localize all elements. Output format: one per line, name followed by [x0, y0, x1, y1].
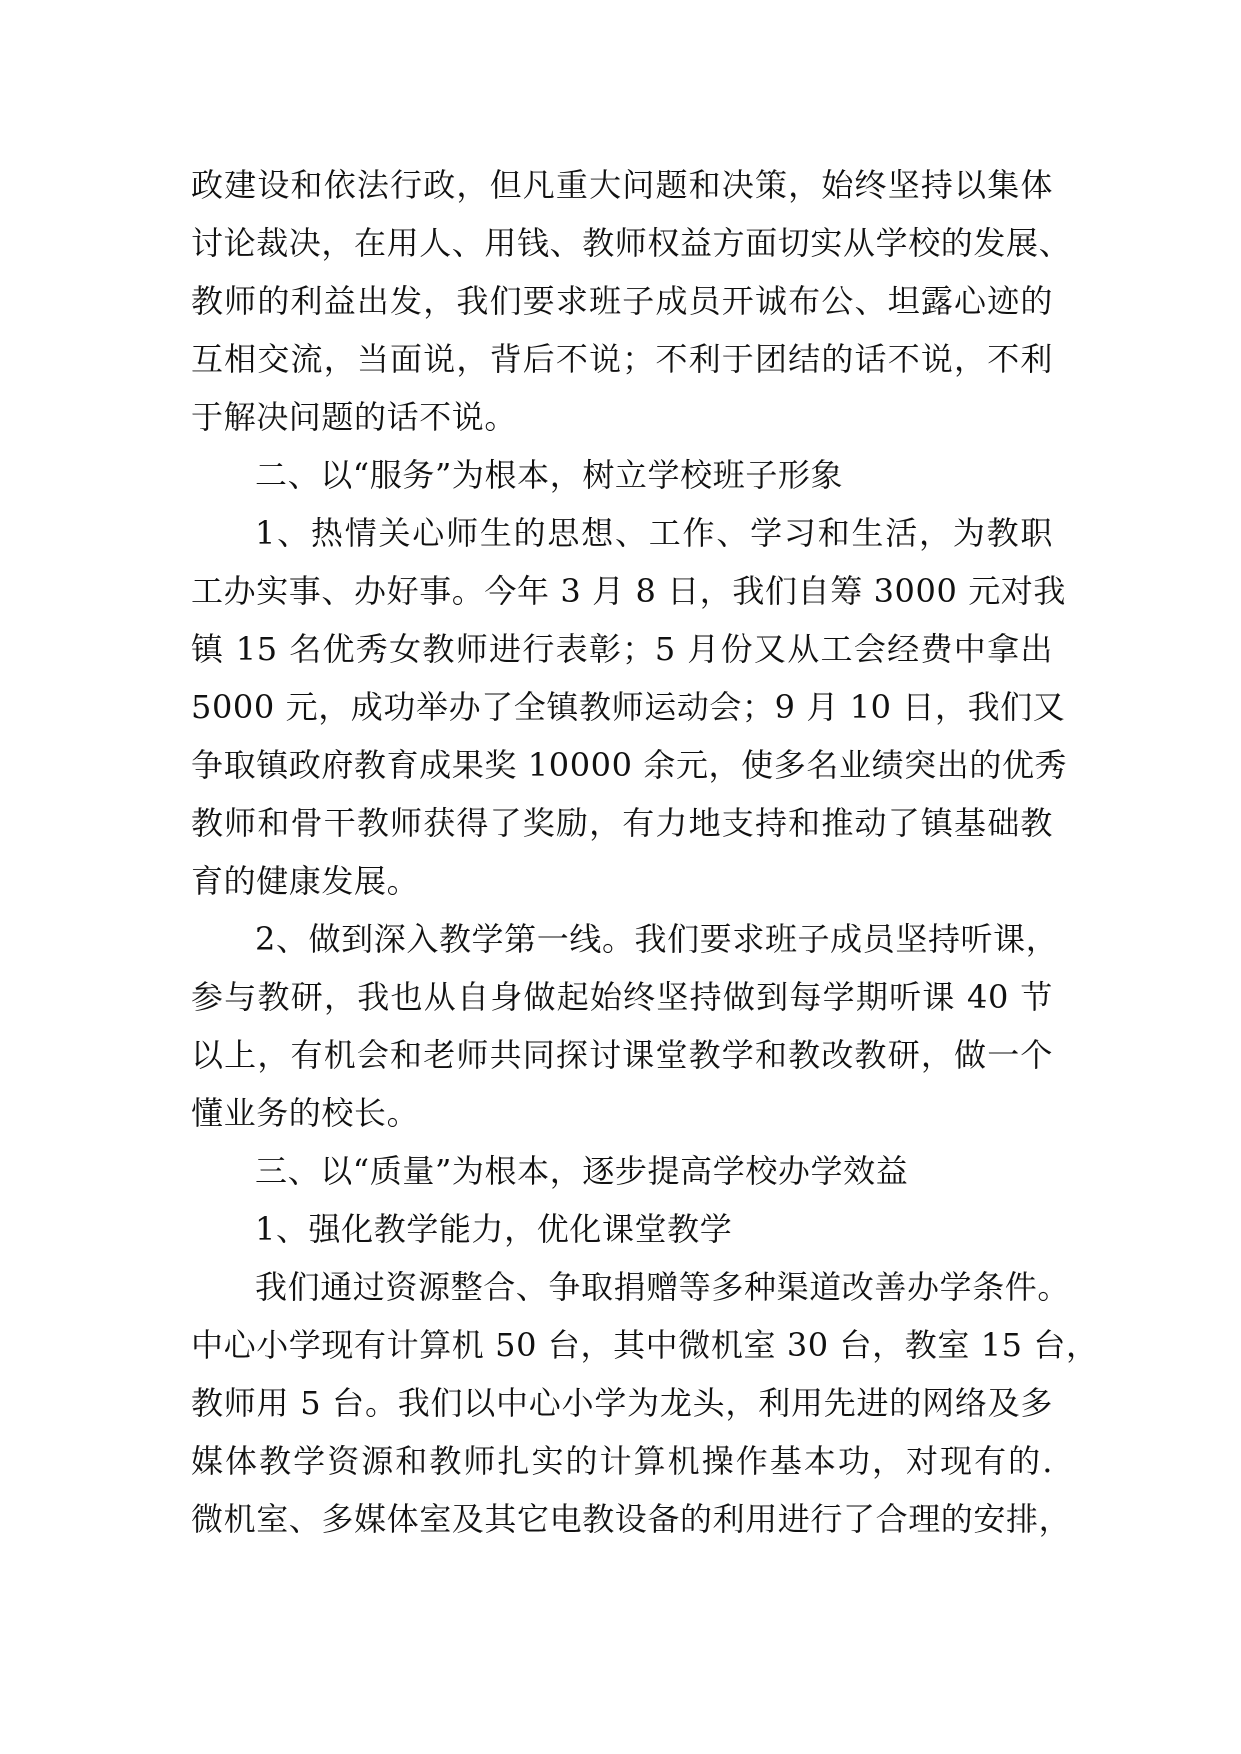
text-line: 教师和骨干教师获得了奖励，有力地支持和推动了镇基础教	[191, 804, 1053, 842]
text-line: 育的健康发展。	[191, 862, 420, 900]
text-line: 1、热情关心师生的思想、工作、学习和生活，为教职	[255, 514, 1053, 552]
text-line: 讨论裁决，在用人、用钱、教师权益方面切实从学校的发展、	[191, 224, 1072, 262]
subsection-heading: 1、强化教学能力，优化课堂教学	[255, 1210, 733, 1248]
text-line: 5000 元，成功举办了全镇教师运动会；9 月 10 日，我们又	[191, 688, 1066, 726]
section-heading: 三、以“质量”为根本，逐步提高学校办学效益	[255, 1152, 909, 1190]
text-line: 教师用 5 台。我们以中心小学为龙头，利用先进的网络及多	[191, 1384, 1053, 1422]
body-text	[191, 156, 1099, 1548]
text-line: 媒体教学资源和教师扎实的计算机操作基本功，对现有的.	[191, 1442, 1053, 1480]
section-heading: 二、以“服务”为根本，树立学校班子形象	[255, 456, 844, 494]
text-line: 工办实事、办好事。今年 3 月 8 日，我们自筹 3000 元对我	[191, 572, 1066, 610]
text-line: 2、做到深入教学第一线。我们要求班子成员坚持听课，	[255, 920, 1059, 958]
text-line: 政建设和依法行政，但凡重大问题和决策，始终坚持以集体	[191, 166, 1053, 204]
text-line: 于解决问题的话不说。	[191, 398, 518, 436]
text-line: 微机室、多媒体室及其它电教设备的利用进行了合理的安排，	[191, 1500, 1072, 1538]
text-line: 互相交流，当面说，背后不说；不利于团结的话不说，不利	[191, 340, 1053, 378]
text-line: 中心小学现有计算机 50 台，其中微机室 30 台，教室 15 台，	[191, 1326, 1099, 1364]
text-line: 争取镇政府教育成果奖 10000 余元，使多名业绩突出的优秀	[191, 746, 1068, 784]
text-line: 参与教研，我也从自身做起始终坚持做到每学期听课 40 节	[191, 978, 1053, 1016]
text-line: 教师的利益出发，我们要求班子成员开诚布公、坦露心迹的	[191, 282, 1053, 320]
text-line: 懂业务的校长。	[191, 1094, 420, 1132]
text-line: 我们通过资源整合、争取捐赠等多种渠道改善办学条件。	[255, 1268, 1071, 1306]
text-line: 镇 15 名优秀女教师进行表彰；5 月份又从工会经费中拿出	[191, 630, 1053, 668]
text-line: 以上，有机会和老师共同探讨课堂教学和教改教研，做一个	[191, 1036, 1053, 1074]
